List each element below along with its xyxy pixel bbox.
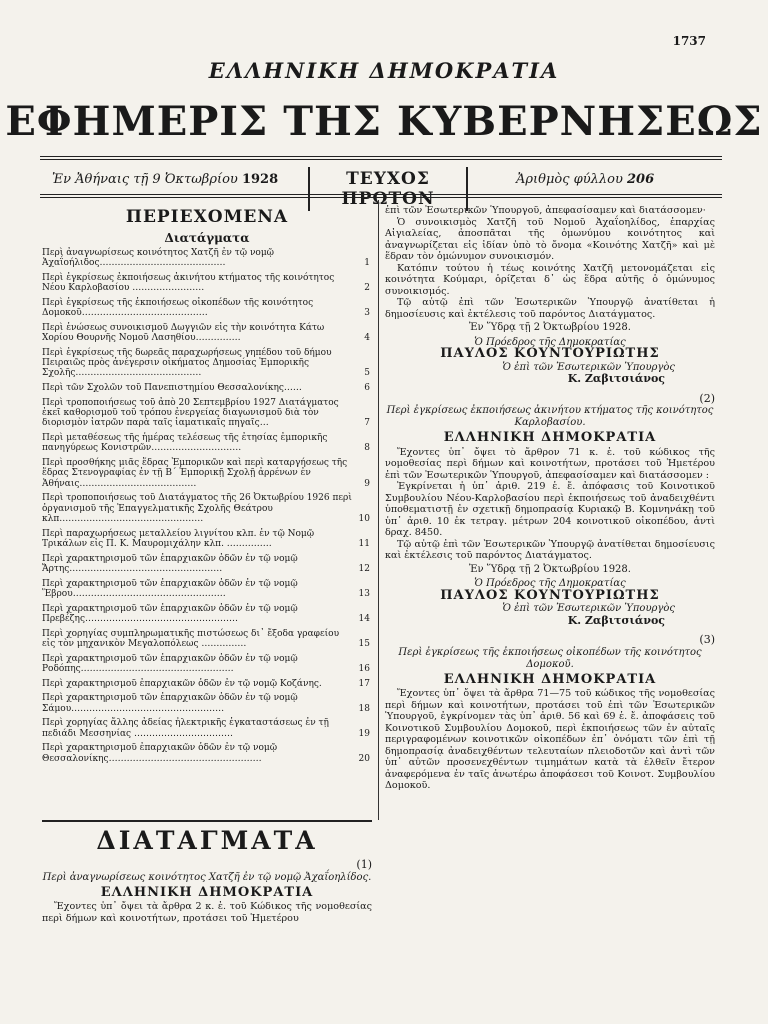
decree-3-subject: Περὶ ἐγκρίσεως τῆς ἐκποιήσεως οἰκοπέδων τῆς κοινότητος Δομοκοῦ.: [398, 646, 702, 670]
contents-item: [42, 554, 372, 574]
contents-item: [42, 458, 372, 489]
contents-item: [42, 654, 372, 674]
contents-item: [42, 348, 372, 379]
decree-2-para-1: Ἔχοντες ὑπ᾽ ὄψει τὸ ἄρθρον 71 κ. ἑ. τοῦ κώδικος τῆς νομοθεσίας περὶ δήμων καὶ κοινοτήτων, προτάσει τοῦ Ἡμετέρου ἐπὶ τῶν Ἐσωτερικῶν Ὑπουργοῦ, ἀπεφασίσαμεν καὶ διατάσσομεν :: [385, 446, 715, 481]
header-rule-bottom: [40, 194, 722, 195]
decree-1-president-name: ΠΑΥΛΟΣ ΚΟΥΝΤΟΥΡΙΩΤΗΣ: [440, 346, 660, 361]
dateline-text: Ἐν Ἀθήναις τῇ 9 Ὀκτωβρίου: [52, 172, 238, 187]
sheet-number-label: [516, 172, 654, 187]
contents-list: [42, 248, 372, 764]
decree-2-president-label: Ὁ Πρόεδρος τῆς Δημοκρατίας: [474, 578, 626, 589]
decree-2-para-2: Ἐγκρίνεται ἡ ὑπ᾽ ἀριθ. 219 ἑ. ἔ. ἀπόφασις τοῦ Κοινοτικοῦ Συμβουλίου Νέου-Καρλοβασίου περὶ ἐκποιήσεως τοῦ ἀναδειχθέντι ὑποθεματιστῇ ἐν σχετικῇ δημοπρασίᾳ Κυριακῷ Β. Κομνηνάκῃ τοῦ ὑπ᾽ ἀριθ. 10 ἐκ τετραγ. μέτρων 204 κοινοτικοῦ οἰκοπέδου, ἀντὶ δραχ. 8450.: [385, 481, 715, 538]
contents-item-text: Περὶ ἐγκρίσεως τῆς ἐκποιήσεως οἰκοπέδων τῆς κοινότητος Δομοκοῦ……………………………………: [42, 298, 314, 319]
contents-item-page: 2: [364, 283, 370, 294]
decree-2-number: (2): [699, 391, 715, 405]
sheet-label-text: Ἀριθμὸς φύλλου: [516, 172, 623, 187]
decree-3-republic: ΕΛΛΗΝΙΚΗ ΔΗΜΟΚΡΑΤΙΑ: [443, 671, 657, 687]
contents-item: [42, 248, 372, 268]
contents-item-text: Περὶ χορηγίας ἄλλης ἀδείας ἠλεκτρικῆς ἐγκαταστάσεως ἐν τῇ πεδιάδι Μεσσηνίας ……………………………: [42, 718, 329, 739]
sheet-number: 206: [627, 172, 655, 187]
decree-2-minister-name: Κ. Ζαβιτσιάνος: [567, 613, 665, 627]
column-divider: [378, 200, 379, 820]
decree-1-number: (1): [356, 858, 372, 871]
decree-1-place: Ἐν Ὕδρᾳ τῇ 2 Ὀκτωβρίου 1928.: [469, 322, 631, 333]
contents-item-text: Περὶ μεταθέσεως τῆς ἡμέρας τελέσεως τῆς ἐτησίας ἐμπορικῆς πανηγύρεως Κονιστρῶν…………………………: [42, 433, 328, 454]
contents-item-page: 9: [364, 478, 370, 489]
page-number: 1737: [672, 34, 706, 48]
contents-item-page: 13: [358, 588, 370, 599]
contents-item-text: Περὶ χαρακτηρισμοῦ ἐπαρχιακῶν ὁδῶν ἐν τῷ νομῷ Κοζάνης.: [42, 678, 322, 689]
contents-title: ΠΕΡΙΕΧΟΜΕΝΑ: [125, 207, 289, 227]
decree-1-para-3: Κατόπιν τούτου ἡ τέως κοινότης Χατζῆ μετονομάζεται εἰς κοινότητα Κούμαρι, ὁρίζεται δ᾽ ὡς ἕδρα αὐτῆς ὁ ὁμώνυμος συνοικισμός.: [385, 262, 715, 297]
contents-item-page: 6: [364, 383, 370, 394]
contents-item: [42, 579, 372, 599]
decree-2-subject: Περὶ ἐγκρίσεως ἐκποιήσεως ἀκινήτου κτήματος τῆς κοινότητος Καρλοβασίου.: [386, 405, 714, 428]
decree-1-body-left: Ἔχοντες ὑπ᾽ ὄψει τὰ ἄρθρα 2 κ. ἑ. τοῦ Κώδικος τῆς νομοθεσίας περὶ δήμων καὶ κοινοτήτων, προτάσει τοῦ Ἡμετέρου: [42, 901, 372, 924]
contents-item-text: Περὶ χαρακτηρισμοῦ τῶν ἐπαρχιακῶν ὁδῶν ἐν τῷ νομῷ Ἄρτης……………………………………………: [42, 553, 298, 574]
contents-item: [42, 679, 372, 689]
contents-item-page: 16: [358, 663, 370, 674]
decree-1-president-label: Ὁ Πρόεδρος τῆς Δημοκρατίας: [474, 336, 626, 348]
contents-item: [42, 383, 372, 393]
contents-item: [42, 604, 372, 624]
decree-1-start: [42, 856, 372, 924]
contents-item-text: Περὶ τροποποιήσεως τοῦ Διατάγματος τῆς 26 Ὀκτωβρίου 1926 περὶ ὀργανισμοῦ τῆς Ἐπαγγελματικῆς Σχολῆς Θεάτρου κλπ…………………………………………: [42, 493, 352, 524]
contents-item-text: Περὶ χαρακτηρισμοῦ τῶν ἐπαρχιακῶν ὁδῶν ἐν τῷ νομῷ Ροδόπης……………………………………………: [42, 653, 298, 674]
decree-1-para-2: Ὁ συνοικισμὸς Χατζῆ τοῦ Νομοῦ Ἀχαΐοηλίδος, ἐπαρχίας Αἰγιαλείας, ἀποσπᾶται τῆς ὁμωνύμου κοινότητος καὶ ἀναγνωρίζεται εἰς ἰδίαν ὑπὸ τὸ ὄνομα «Κοινότης Χατζῆ» καὶ μὲ ἕδραν τὸν ὁμώνυμον συνοικισμόν.: [385, 216, 715, 262]
decrees-section-title: ΔΙΑΤΑΓΜΑΤΑ: [42, 820, 372, 855]
contents-item-page: 10: [358, 513, 370, 524]
contents-item-text: Περὶ χαρακτηρισμοῦ ἐπαρχιακῶν ὁδῶν ἐν τῷ νομῷ Θεσσαλονίκης……………………………………………: [42, 743, 278, 764]
contents-item-text: Περὶ χαρακτηρισμοῦ τῶν ἐπαρχιακῶν ὁδῶν ἐν τῷ νομῷ Πρεβέζης……………………………………………: [42, 603, 298, 624]
contents-column: [42, 205, 372, 768]
contents-item: [42, 433, 372, 453]
contents-item: [42, 323, 372, 343]
contents-item-page: 17: [358, 678, 370, 689]
contents-item-page: 19: [358, 728, 370, 739]
contents-item-text: Περὶ χαρακτηρισμοῦ τῶν ἐπαρχιακῶν ὁδῶν ἐν τῷ νομῷ Σάμου……………………………………………: [42, 693, 298, 714]
contents-item-text: Περὶ προσθήκης μιᾶς ἕδρας Ἐμπορικῶν καὶ περὶ καταργήσεως τῆς ἕδρας Στενογραφίας ἐν τῇ Β΄ Ἐμπορικῇ Σχολῇ ἀρρένων ἐν Ἀθήναις…………………………………: [42, 458, 348, 489]
contents-item-page: 4: [364, 333, 370, 344]
contents-item: [42, 629, 372, 649]
contents-item-text: Περὶ χορηγίας συμπληρωματικῆς πιστώσεως δι᾽ ἔξοδα γραφείου εἰς τὸν μηχανικὸν Μεγαλοπόλεως ……………: [42, 628, 340, 649]
header-rule-top-2: [40, 159, 722, 160]
contents-item-page: 15: [358, 638, 370, 649]
contents-item: [42, 493, 372, 524]
decree-2-republic: ΕΛΛΗΝΙΚΗ ΔΗΜΟΚΡΑΤΙΑ: [443, 430, 657, 445]
decree-1-minister-label: Ὁ ἐπὶ τῶν Ἐσωτερικῶν Ὑπουργὸς: [502, 361, 675, 373]
contents-item-page: 11: [358, 538, 370, 549]
gazette-title: ΕΦΗΜΕΡΙΣ ΤΗΣ ΚΥΒΕΡΝΗΣΕΩΣ: [5, 98, 763, 145]
contents-item: [42, 743, 372, 763]
contents-item-page: 5: [364, 368, 370, 379]
contents-item-page: 18: [358, 703, 370, 714]
contents-item-text: Περὶ χαρακτηρισμοῦ τῶν ἐπαρχιακῶν ὁδῶν ἐν τῷ νομῷ Ἕβρου……………………………………………: [42, 578, 298, 599]
contents-item-page: 8: [364, 443, 370, 454]
right-column: [385, 205, 715, 792]
contents-item-text: Περὶ ἀναγνωρίσεως κοινότητος Χατζῆ ἐν τῷ νομῷ Ἀχαΐοήλιδος……………………………………: [42, 248, 275, 269]
contents-item: [42, 529, 372, 549]
contents-item-text: Περὶ ἑνώσεως συνοικισμοῦ Δωγγιῶν εἰς τὴν κοινότητα Κάτω Χορίου Θουρνῆς Νομοῦ Λασηθίου……………: [42, 323, 325, 344]
contents-item-page: 7: [364, 418, 370, 429]
contents-item-text: Περὶ παραχωρήσεως μεταλλείου λιγνίτου κλπ. ἐν τῷ Νομῷ Τρικάλων εἰς Π. Κ. Μαυρομιχάλην κλπ. ……………: [42, 528, 315, 549]
decree-1-body-right: ἐπὶ τῶν Ἐσωτερικῶν Ὑπουργοῦ, ἀπεφασίσαμεν καὶ διατάσσομεν·: [385, 205, 706, 216]
contents-item-text: Περὶ ἐγκρίσεως τῆς δωρεᾶς παραχωρήσεως γηπέδου τοῦ δήμου Πειραιῶς πρὸς ἀνέγερσιν οἰκήματος Δημοσίας Ἐμπορικῆς Σχολῆς……………………………………: [42, 348, 332, 379]
contents-item-text: Περὶ τροποποιήσεως τοῦ ἀπὸ 20 Σεπτεμβρίου 1927 Διατάγματος ἐκεῖ καθορισμοῦ τοῦ τρόπου ἐνεργείας διαγωνισμοῦ διὰ τὸν διορισμὸν ἰατρῶν παρὰ ταῖς ἰαματικαῖς πηγαῖς…: [42, 398, 339, 429]
dateline-year: 1928: [241, 172, 279, 187]
contents-item-page: 20: [358, 753, 370, 764]
dateline: [52, 172, 278, 187]
decree-1-republic: ΕΛΛΗΝΙΚΗ ΔΗΜΟΚΡΑΤΙΑ: [100, 884, 314, 900]
decree-1-para-4: Τῷ αὐτῷ ἐπὶ τῶν Ἐσωτερικῶν Ὑπουργῷ ἀνατίθεται ἡ δημοσίευσις καὶ ἐκτέλεσις τοῦ παρόντος Διατάγματος.: [385, 297, 715, 320]
header-rule-bottom-2: [40, 197, 722, 198]
decree-3-number: (3): [699, 633, 715, 646]
contents-item-page: 3: [364, 308, 370, 319]
header-rule-top: [40, 156, 722, 157]
contents-item: [42, 398, 372, 429]
contents-item-page: 14: [358, 613, 370, 624]
contents-item: [42, 693, 372, 713]
decree-1-subject: Περὶ ἀναγνωρίσεως κοινότητος Χατζῆ ἐν τῷ νομῷ Ἀχαΐοηλίδος.: [42, 871, 372, 883]
decree-2-minister-label: Ὁ ἐπὶ τῶν Ἐσωτερικῶν Ὑπουργὸς: [502, 603, 675, 614]
contents-item: [42, 273, 372, 293]
contents-item-text: Περὶ τῶν Σχολῶν τοῦ Πανεπιστημίου Θεσσαλονίκης……: [42, 383, 302, 394]
contents-subtitle: Διατάγματα: [164, 231, 250, 245]
decree-2-para-3: Τῷ αὐτῷ ἐπὶ τῶν Ἐσωτερικῶν Ὑπουργῷ ἀνατίθεται δημοσίευσις καὶ ἐκτέλεσις τοῦ παρόντος Διατάγματος.: [385, 538, 715, 561]
decree-2-president-name: ΠΑΥΛΟΣ ΚΟΥΝΤΟΥΡΙΩΤΗΣ: [440, 587, 660, 603]
decree-3-para-1: Ἔχοντες ὑπ᾽ ὄψει τὰ ἄρθρα 71—75 τοῦ κώδικος τῆς νομοθεσίας περὶ δήμων καὶ κοινοτήτων, προτάσει τοῦ ἐπὶ τῶν Ἐσωτερικῶν Ὑπουργοῦ, ἐγκρίνομεν τὰς ὑπ᾽ ἀριθ. 56 καὶ 69 ἑ. ἔ. ἀποφάσεις τοῦ Κοινοτικοῦ Συμβουλίου Δομοκοῦ, περὶ ἐκποιήσεως τῶν ἐν αὐταῖς περιγραφομένων κοινοτικῶν οἰκοπέδων ἐπ᾽ ὀνόματι τῶν ἐπὶ τῇ δημοπρασίᾳ ἀναδειχθέντων τελευταίων πλειοδοτῶν καὶ ἀντὶ τῶν ὑπ᾽ αὐτῶν προσενεχθέντων τιμημάτων κατὰ τὰ ἐλθεῖν ἔτερον ἀναφερόμενα ἐν ταῖς ἀνωτέρω ἀποφάσεσι τοῦ Κοινοτ. Συμβουλίου Δομοκοῦ.: [385, 688, 715, 791]
contents-item-text: Περὶ ἐγκρίσεως ἐκποιήσεως ἀκινήτου κτήματος τῆς κοινότητος Νέου Καρλοβασίου ……………………: [42, 273, 335, 294]
contents-item-page: 1: [364, 258, 370, 269]
decree-2-place: Ἐν Ὕδρᾳ τῇ 2 Ὀκτωβρίου 1928.: [469, 563, 631, 575]
contents-item-page: 12: [358, 563, 370, 574]
decree-1-minister-name: Κ. Ζαβιτσιάνος: [567, 372, 665, 385]
contents-item: [42, 298, 372, 318]
contents-item: [42, 718, 372, 738]
republic-heading: ΕΛΛΗΝΙΚΗ ΔΗΜΟΚΡΑΤΙΑ: [208, 58, 560, 83]
issue-label: ΤΕΥΧΟΣ ΠΡΩΤΟΝ: [308, 167, 468, 211]
